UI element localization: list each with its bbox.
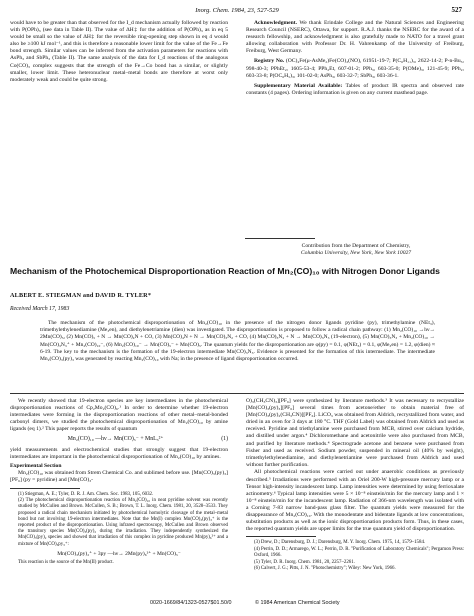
supplementary-heading: Supplementary Material Available:	[254, 82, 343, 89]
footnote: (4) Perrin, D. D.; Armarego, W. L.; Perrin, D. R. "Purification of Laboratory Chemicals"; Pergamon Press: Oxford, 1966.	[254, 546, 464, 559]
received-date: Received March 17, 1983	[10, 306, 70, 312]
footnotes	[10, 492, 228, 567]
contribution-line-1: Contribution from the Department of Chemistry,	[301, 243, 411, 249]
footnote-divider	[10, 488, 80, 489]
section-heading: Experimental Section	[10, 462, 62, 469]
article-authors: ALBERT E. STIEGMAN and DAVID R. TYLER*	[10, 292, 152, 299]
article-code: 0020-1669/84/1323-0527$01.50/0	[150, 600, 232, 606]
footnote: (3) Drew, D.; Darensburg, D. J.; Darensburg, M. Y. Inorg. Chem. 1975, 14, 1579–1584.	[254, 540, 426, 546]
paragraph: yield measurements and electrochemical studies that strongly suggest that 19-electron intermediates are important in the photochemical disproportionation of Mn₂(CO)₁₀ by amines.	[10, 446, 228, 460]
equation-number: (1)	[221, 436, 228, 443]
paragraph: Mn₂(CO)₁₀ was obtained from Strem Chemical Co. and sublimed before use. [Mn(CO)₃(py)₃][PF₆] (py = pyridine) and [Mn(CO)₃-	[10, 470, 228, 484]
footnotes	[246, 540, 464, 572]
supplementary-material	[246, 83, 464, 97]
running-header	[0, 4, 474, 18]
supplementary-text: Tables of product IR spectra and observed rate constants (4 pages). Ordering information is given on any current masthead page.	[246, 82, 464, 96]
contribution-affiliation	[250, 243, 462, 257]
footnote: (5) Tyler, D. R. Inorg. Chem. 1981, 20, 2257–2261.	[254, 559, 355, 565]
footnote: (1) Stiegman, A. E.; Tyler, D. R. J. Am. Chem. Soc. 1983, 105, 6032.	[18, 491, 154, 497]
body-column-right	[246, 398, 464, 573]
divider	[245, 238, 315, 239]
paragraph: All photochemical reactions were carried out under anaerobic conditions as previously described.⁵ Irradiations were performed with an Oriel 200-W high-pressure mercury lamp or a Tensor high-intensity incandescent lamp. Lamp intensities were determined by using ferrioxalate actinometry.⁶ Typical lamp intensities were 5 × 10⁻⁸ einstein/min for the mercury lamp and 1 × 10⁻⁸ einstein/min for the incandescent lamp. Radiation of 366-nm wavelength was isolated with a Corning 7-83 narrow band-pass glass filter. The quantum yields were measured for the disappearance of Mn₂(CO)₁₀. With the monodentate and bidentate ligands at low concentrations, substitution products as well as the ionic disproportionation products form. Thus, in these cases, the reported quantum yields are upper limits for the true quantum yield of disproportionation.	[246, 469, 464, 533]
footnote: This reaction is the source of the Mn(II) product.	[18, 559, 114, 565]
footnote: (2) The photochemical disproportionation reaction of Mn₂(CO)₁₀ in neat pyridine solvent was recently studied by McCullen and Brown. McCullen, S. B.; Brown, T. L. Inorg. Chem. 1981, 20, 3528–3533. They proposed a radical chain mechanism initiated by photochemical homolytic cleavage of the metal–metal bond but not involving 19-electron intermediates. Note that the Mn(I) complex Mn(CO)₃(py)₃⁺ is the reported product of the disproportionation. Using infrared spectroscopy, McCullen and Brown observed the transitory species Mn(CO)₃(py)₂ during the irradiation. They independently synthesized the Mn(CO)₃(py)₂ species and showed that irradiation of this complex in pyridine produced Mn(py)₆²⁺ and a mixture of Mn(CO)₃py₃⁺:	[18, 498, 228, 547]
acknowledgment-heading: Acknowledgment.	[254, 20, 298, 26]
paragraph: would have to be greater than that observed for the I_d mechanism actually followed by reaction with P(OPh)₃ (see data in Table II). The value of ΔH‡ for the addition of P(OPh)₃ as in eq 5 would be small so the value of ΔH‡ for the reversible ring-opening step shown in eq 4 would also be ≥100 kJ mol⁻¹, and this is therefore a reasonable lower limit for the value of the Fe→Fe bond strength. Similar values can be inferred from the activation parameters for reactions with AsPh₃ and SbPh₃ (Table II). The same analysis of the data for I_d reactions of the analogous Co(CO)₃ complex suggests that the strength of the Fe→Co bond has a similar, or slightly smaller, lower limit. These heteronuclear metal–metal bonds are therefore at worst only moderately weak and could be quite strong.	[10, 20, 228, 83]
registry-text: (OC)₄Fe(μ-AsMe₂)Fe(CO)₂(NO), 61951-19-7; P(C₆H₁₁)₃, 2622-14-2; P-n-Bu₃, 998-40-3; PPhEt₂, 1605-53-4; PPh₂Et, 607-01-2; PPh₃, 603-35-0; P(OMe)₃, 121-45-9; PPh₂, 603-33-8; P(OC₆H₅)₃, 101-02-0; AsPh₃, 603-32-7; SbPh₃, 603-36-1.	[246, 58, 465, 79]
paragraph: O)₃(CH₃CN)₃][PF₆] were synthesized by literature methods.³ It was necessary to recrystallize [Mn(CO)₃(py)₃][PF₆] several times from acetone/ether to obtain material free of [Mn(CO)₃(py)₂(CH₃CN)][PF₆]. LiCO₃ was obtained from Aldrich, recrystallized from water, and dried in an oven for 3 days at 180 °C. THF (Gold Label) was obtained from Aldrich and used as received. Pyridine and triethylamine were purchased from MCB, stirred over calcium hydride, and distilled under argon.⁴ Dichloromethane and acetonitrile were also purchased from MCB, and purified by literature methods.⁴ Spectrograde acetone and benzene were purchased from Fisher and used as received. Sodium powder, suspended in mineral oil (40% by weight), trimethylethylenediamine, and diethylenetriamine were purchased from Aldrich and used without further purification.	[246, 398, 464, 468]
previous-article-column-left	[10, 20, 228, 84]
previous-article-column-right	[246, 20, 464, 97]
registry-numbers	[246, 58, 464, 79]
body-column-left	[10, 398, 228, 567]
acknowledgment-text: We thank Erindale College and the Natural Sciences and Engineering Research Council (NSERC), Ottawa, for support. R.A.J. thanks the NSERC for the award of a research fellowship, and acknowledgment is also gratefully made to NATO for a travel grant allowing collaboration with Professor Dr. H. Vahrenkamp of the University of Freiburg, Freiburg, West Germany.	[246, 20, 464, 55]
intro-paragraph: We recently showed that 19-electron species are key intermediates in the photochemical disproportionation reactions of Cp₂Mo₂(CO)₆.¹ In order to determine whether 19-electron intermediates were forming in the disproportionation reactions of other metal–metal-bonded carbonyl dimers, we studied the photochemical disproportionation of Mn₂(CO)₁₀ by amine ligands (eq 1).² This paper reports the results of quantum	[10, 398, 228, 433]
footnote-divider	[246, 536, 316, 537]
acknowledgment	[246, 20, 464, 55]
registry-heading: Registry No.	[254, 58, 285, 65]
equation-text: Mn₂(CO)₁₀ —hν→ Mn(CO)₅⁻ + MnL₃²⁺	[67, 436, 164, 443]
page-number: 527	[451, 6, 462, 14]
section-divider	[10, 393, 464, 394]
equation-1	[10, 436, 228, 443]
copyright: © 1984 American Chemical Society	[255, 600, 340, 606]
article-title: Mechanism of the Photochemical Disproportionation Reaction of Mn₂(CO)₁₀ with Nitrogen Donor Ligands	[10, 266, 440, 276]
footnote-equation: Mn(CO)₃(py)₂⁺ + 3py —hν→ 2Mn(py)₆²⁺ + Mn(CO)₅⁻	[57, 550, 181, 557]
contribution-line-2: Columbia University, New York, New York 10027	[300, 250, 412, 256]
footnote: (6) Calvert, J. G.; Pitts, J. N. "Photochemistry"; Wiley: New York, 1966.	[254, 566, 396, 572]
journal-citation: Inorg. Chem. 1984, 23, 527-529	[195, 7, 279, 14]
abstract: The mechanism of the photochemical disproportionation of Mn₂(CO)₁₀ in the presence of the nitrogen donor ligands pyridine (py), trimethylamine (NEt₃), trimethylethylenediamine (Me₃en), and diethylenetriamine (dien) was investigated. The disproportionation is proposed to follow a radical chain pathway: (1) Mn₂(CO)₁₀ →hν→ 2Mn(CO)₅, (2) Mn(CO)₅ + N → Mn(CO)₄N + CO, (3) Mn(CO)₄N + N → Mn(CO)₃N₂ + CO, (4) Mn(CO)₃N₂ + N → Mn(CO)₃N₃ (19-electron), (5) Mn(CO)₃N₃ + Mn₂(CO)₁₀ → Mn(CO)₃N₃⁺ + Mn₂(CO)₁₀⁻, (6) Mn₂(CO)₁₀⁻ → Mn(CO)₅⁻ + Mn(CO)₅. The quantum yields for the disproportionation are φ(py) = 0.1, φ(NEt₃) = 0.1, φ(Me₃en) = 1.2, φ(dien) ≈ 6-19. The key to the mechanism is the formation of the 19-electron intermediate Mn(CO)₃N₃. Evidence is presented for the formation of this intermediate. The intermediate Mn₂(CO)₃(py)₃ was generated by reacting Mn₂(CO)₁₀ with Na; in the presence of ligand disproportionation occurred.	[40, 320, 435, 363]
